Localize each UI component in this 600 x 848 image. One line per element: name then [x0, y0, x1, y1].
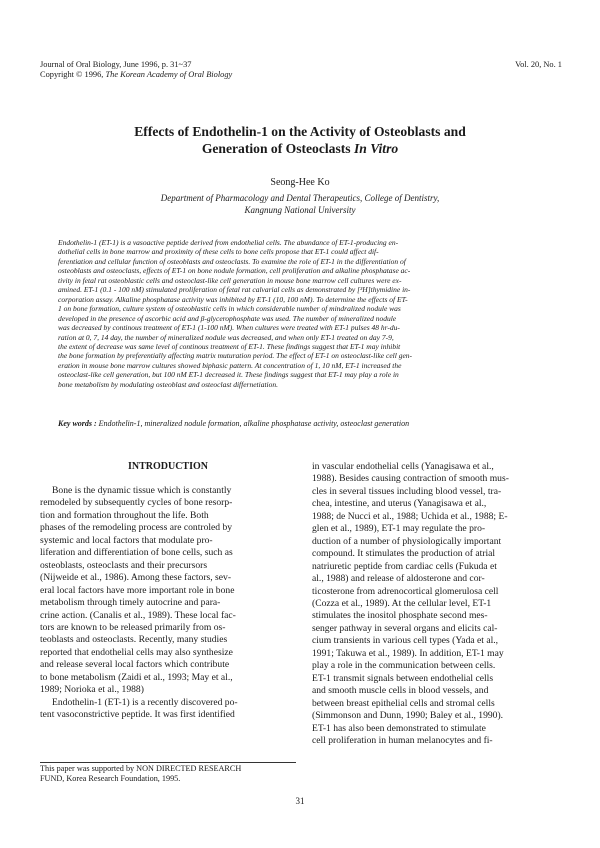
abstract-line: was decreased by continous treatment of ET-1 (1-100 nM). When cultures were treated with ET-1 pulses 48 hr-du-	[58, 323, 400, 333]
funding-footnote	[40, 764, 296, 784]
body-line: 1991; Takuwa et al., 1989). In addition, ET-1 may	[312, 647, 504, 659]
body-line: tion and formation throughout the life. Both	[40, 509, 209, 521]
body-line: in vascular endothelial cells (Yanagisawa et al.,	[312, 461, 494, 472]
footnote-divider	[40, 762, 296, 763]
journal-citation	[40, 60, 232, 80]
journal-issue-line: Journal of Oral Biology, June 1996, p. 31~37	[40, 60, 192, 69]
abstract-line: ration at 0, 7, 14 day, the number of mineralized nodule was decreased, and when only ET-1 treated on day 7-9,	[58, 332, 394, 342]
copyright-prefix: Copyright © 1996,	[40, 70, 106, 79]
abstract-line: developed in the presence of ascorbic acid and β-glycerophosphate was used. The number of mineralized nodule	[58, 313, 397, 323]
body-line: chea, intestine, and uterus (Yanagisawa et al.,	[312, 498, 487, 510]
abstract-line: ferentiation and cellular function of osteoblasts and osteoclasts. To examine the role of ET-1 in the differentiation of	[58, 256, 406, 266]
keywords-text: Endothelin-1, mineralized nodule formation, alkaline phosphatase activity, osteoclast generation	[96, 419, 410, 428]
body-line: glen et al., 1989), ET-1 may regulate the pro-	[312, 523, 486, 535]
abstract-line: eration in mouse bone marrow cultures showed biphasic pattern. At concentration of 1, 10 nM, ET-1 increased the	[58, 360, 402, 370]
body-line: systemic and local factors that modulate pro-	[40, 534, 213, 546]
title-line-2-italic: In Vitro	[353, 140, 399, 156]
body-line: osteoblasts, osteoclasts and their precursors	[40, 559, 208, 571]
abstract-line: the extent of decrease was same level of continous treatment of ET-1. These findings suggest that ET-1 may inhibit	[58, 341, 401, 351]
body-line: metabolism through timely autocrine and para-	[40, 597, 221, 609]
author-name: Seong-Hee Ko	[270, 177, 330, 188]
abstract-line: dothelial cells in bone marrow and proximity of these cells to bone cells propose that ET-1 could affect dif-	[58, 247, 379, 257]
abstract-line: the bone formation by preferentially affecting matrix muturation period. The effect of ET-1 on osteoclast-like cell gen-	[58, 351, 413, 361]
copyright-publisher: The Korean Academy of Oral Biology	[105, 70, 233, 79]
body-line: between breast epithelial cells and stromal cells	[312, 697, 495, 709]
abstract-line: amined. ET-1 (0.1 - 100 nM) stimulated proliferation of fetal rat calvarial cells as demonstrated by [³H]thymidine in-	[58, 285, 411, 295]
body-line: liferation and differentiation of bone cells, such as	[40, 547, 233, 559]
body-line: natriuretic peptide from cardiac cells (Fukuda et	[312, 560, 497, 572]
body-line: (Cozza et al., 1989). At the cellular level, ET-1	[312, 597, 492, 609]
body-line: tors are known to be released primarily from os-	[40, 621, 226, 633]
paper-title	[0, 124, 600, 157]
body-line: play a role in the communication between cells.	[312, 660, 496, 672]
body-line: teoblasts and osteoclasts. Recently, many studies	[40, 634, 228, 646]
body-line: and smooth muscle cells in blood vessels, and	[312, 685, 489, 697]
body-line: crine action. (Canalis et al., 1989). These local fac-	[40, 609, 236, 621]
body-line: (Simmonson and Dunn, 1990; Baley et al., 1990).	[312, 710, 504, 722]
body-line: cell proliferation in human melanocytes and fi-	[312, 734, 493, 746]
body-line: remodeled by subsequently cycles of bone resorp-	[40, 497, 233, 509]
copyright-line	[40, 70, 232, 80]
body-line: stimulates the inositol phosphate second mes-	[312, 610, 488, 622]
footnote-line: This paper was supported by NON DIRECTED RESEARCH	[40, 764, 242, 773]
body-line: al., 1988) and release of aldosterone and cor-	[312, 573, 485, 585]
body-line: 1989; Norioka et al., 1988)	[40, 684, 144, 696]
body-line: ticosterone from adrenocortical glomerulosa cell	[312, 585, 499, 597]
abstract-line: osteoblasts and osteoclasts, effects of ET-1 on bone nodule formation, cell proliferation and alkaline phosphatase ac-	[58, 266, 411, 276]
abstract-line: bone metabolism by modulating osteoblast and osteoclast differnetiation.	[58, 379, 278, 389]
body-line: to bone metabolism (Zaidi et al., 1993; May et al.,	[40, 671, 233, 683]
body-column-right	[312, 461, 568, 747]
title-line-2	[0, 141, 600, 158]
body-line: ET-1 has also been demonstrated to stimulate	[312, 722, 486, 734]
keywords	[58, 419, 544, 428]
body-line: cium transients in various cell types (Yada et al.,	[312, 635, 499, 647]
affiliation-line-1: Department of Pharmacology and Dental Therapeutics, College of Dentistry,	[160, 193, 440, 203]
body-line: senger pathway in several organs and elicits cal-	[312, 622, 498, 634]
body-line: Endothelin-1 (ET-1) is a recently discovered po-	[52, 696, 238, 708]
body-line: phases of the remodeling process are controled by	[40, 522, 233, 534]
abstract-line: osteoclast-like cell generation, but 100 nM ET-1 decreased it. These findings suggest that ET-1 may play a role in	[58, 370, 399, 380]
keywords-label: Key words :	[58, 419, 97, 428]
body-line: compound. It stimulates the production of atrial	[312, 548, 496, 560]
body-line: 1988). Besides causing contraction of smooth mus-	[312, 473, 509, 485]
body-line: duction of a number of physiologically important	[312, 535, 502, 547]
body-column-left	[40, 485, 296, 722]
body-line: and release several local factors which contribute	[40, 659, 230, 671]
abstract-line: 1 on bone formation, culture system of osteoblastic cells in which considerable number of mindralized nodule was	[58, 304, 401, 314]
title-line-1: Effects of Endothelin-1 on the Activity of Osteoblasts and	[134, 124, 466, 139]
affiliation-line-2: Kangnung National University	[244, 204, 356, 215]
abstract-line: corporation assay. Alkaline phosphatase activity was inhibited by ET-1 (10, 100 nM). To determine the effects of ET-	[58, 294, 408, 304]
body-line: tent vasoconstrictive peptide. It was first identified	[40, 709, 235, 721]
body-line: 1988; de Nucci et al., 1988; Uchida et al., 1988; E-	[312, 510, 508, 522]
volume-number: Vol. 20, No. 1	[515, 60, 562, 69]
body-line: cles in several tissues including blood vessel, tra-	[312, 485, 502, 497]
author-affiliation	[0, 193, 600, 216]
body-line: (Nijweide et al., 1986). Among these factors, sev-	[40, 572, 232, 584]
body-line: Bone is the dynamic tissue which is constantly	[52, 485, 232, 496]
footnote-line: FUND, Korea Research Foundation, 1995.	[40, 774, 181, 783]
abstract	[58, 238, 544, 389]
introduction-heading: INTRODUCTION	[127, 461, 208, 472]
body-line: reported that endothelial cells may also synthesize	[40, 646, 233, 658]
abstract-line: tivity in fetal rat osteoblastic cells and osteoclast-like cell generation in mouse bone marrow cell cultures were ex-	[58, 275, 402, 285]
body-line: ET-1 transmit signals between endothelial cells	[312, 672, 494, 684]
page-number: 31	[295, 796, 305, 806]
abstract-line: Endothelin-1 (ET-1) is a vasoactive peptide derived from endothelial cells. The abundance of ET-1-producing en-	[58, 238, 399, 247]
body-line: eral local factors have more important role in bone	[40, 584, 235, 596]
title-line-2-main: Generation of Osteoclasts	[201, 140, 354, 156]
